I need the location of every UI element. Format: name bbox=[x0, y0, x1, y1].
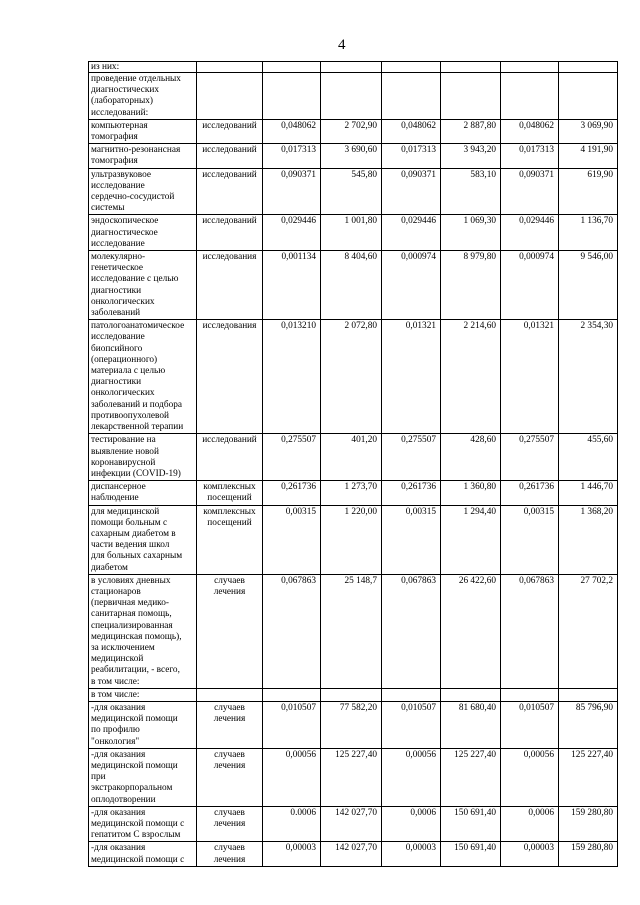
cell-unit: случаев лечения bbox=[197, 806, 263, 842]
table-row bbox=[89, 701, 618, 748]
cell-service-name: в условиях дневных стационаров (первичная медико- санитарная помощь, специализированная медицинская помощь), за исключением медицинской реабилитации, - всего, в том числе: bbox=[89, 574, 197, 688]
cell-cost bbox=[321, 688, 382, 701]
table-row bbox=[89, 73, 618, 120]
cell-volume: 0,017313 bbox=[501, 144, 559, 168]
cell-volume: 0,00003 bbox=[263, 842, 321, 866]
cell-service-name: магнитно-резонансная томография bbox=[89, 144, 197, 168]
cell-cost: 8 404,60 bbox=[321, 251, 382, 320]
table-row bbox=[89, 62, 618, 73]
cell-cost: 1 069,30 bbox=[441, 215, 501, 251]
cell-volume: 0,00003 bbox=[382, 842, 441, 866]
table-row bbox=[89, 842, 618, 866]
cell-cost: 2 702,90 bbox=[321, 119, 382, 143]
cell-cost: 2 354,30 bbox=[559, 320, 618, 434]
cell-cost: 27 702,2 bbox=[559, 574, 618, 688]
cell-volume bbox=[501, 62, 559, 73]
cell-cost: 583,10 bbox=[441, 168, 501, 215]
cell-service-name: диспансерное наблюдение bbox=[89, 481, 197, 505]
cell-service-name: -для оказания медицинской помощи с гепатитом С взрослым bbox=[89, 806, 197, 842]
cell-volume: 0,017313 bbox=[382, 144, 441, 168]
cell-volume: 0,275507 bbox=[263, 434, 321, 481]
cell-service-name: -для оказания медицинской помощи по профилю "онкология" bbox=[89, 701, 197, 748]
tariff-table bbox=[88, 61, 618, 867]
cell-cost bbox=[559, 73, 618, 120]
cell-volume: 0,00003 bbox=[501, 842, 559, 866]
cell-cost: 142 027,70 bbox=[321, 806, 382, 842]
cell-service-name: молекулярно- генетическое исследование с целью диагностики онкологических заболеваний bbox=[89, 251, 197, 320]
cell-volume: 0,090371 bbox=[263, 168, 321, 215]
cell-volume bbox=[382, 62, 441, 73]
cell-cost: 1 294,40 bbox=[441, 505, 501, 574]
table-row bbox=[89, 119, 618, 143]
table-row bbox=[89, 320, 618, 434]
cell-unit bbox=[197, 688, 263, 701]
cell-cost: 428,60 bbox=[441, 434, 501, 481]
cell-unit bbox=[197, 62, 263, 73]
table-row bbox=[89, 144, 618, 168]
cell-cost: 125 227,40 bbox=[559, 748, 618, 806]
cell-volume: 0,048062 bbox=[263, 119, 321, 143]
cell-service-name: -для оказания медицинской помощи при экстракорпоральном оплодотворении bbox=[89, 748, 197, 806]
cell-cost bbox=[559, 62, 618, 73]
cell-unit: исследований bbox=[197, 168, 263, 215]
cell-service-name: в том числе: bbox=[89, 688, 197, 701]
cell-cost: 1 368,20 bbox=[559, 505, 618, 574]
cell-volume: 0,00315 bbox=[501, 505, 559, 574]
cell-unit: комплексных посещений bbox=[197, 481, 263, 505]
cell-volume: 0,067863 bbox=[382, 574, 441, 688]
table-row bbox=[89, 215, 618, 251]
cell-volume bbox=[382, 73, 441, 120]
cell-cost bbox=[321, 62, 382, 73]
cell-cost: 1 446,70 bbox=[559, 481, 618, 505]
cell-volume: 0,0006 bbox=[382, 806, 441, 842]
table-row bbox=[89, 481, 618, 505]
cell-service-name: для медицинской помощи больным с сахарным диабетом в части ведения школ для больных сахарным диабетом bbox=[89, 505, 197, 574]
cell-unit: случаев лечения bbox=[197, 574, 263, 688]
cell-volume: 0.0006 bbox=[263, 806, 321, 842]
cell-volume: 0,00056 bbox=[382, 748, 441, 806]
cell-unit: случаев лечения bbox=[197, 701, 263, 748]
cell-volume bbox=[263, 73, 321, 120]
cell-unit: случаев лечения bbox=[197, 748, 263, 806]
cell-volume: 0,01321 bbox=[382, 320, 441, 434]
cell-volume: 0,01321 bbox=[501, 320, 559, 434]
cell-volume: 0,029446 bbox=[501, 215, 559, 251]
cell-service-name: тестирование на выявление новой коронавирусной инфекции (COVID-19) bbox=[89, 434, 197, 481]
cell-volume bbox=[263, 688, 321, 701]
cell-service-name: патологоанатомическое исследование биопсийного (операционного) материала с целью диагностики онкологических заболеваний и подбора противоопухолевой лекарственной терапии bbox=[89, 320, 197, 434]
table-row bbox=[89, 806, 618, 842]
cell-volume: 0,000974 bbox=[501, 251, 559, 320]
cell-volume: 0,0006 bbox=[501, 806, 559, 842]
cell-unit: исследований bbox=[197, 215, 263, 251]
cell-volume bbox=[263, 62, 321, 73]
cell-service-name: -для оказания медицинской помощи с bbox=[89, 842, 197, 866]
table-row bbox=[89, 505, 618, 574]
cell-service-name: ультразвуковое исследование сердечно-сосудистой системы bbox=[89, 168, 197, 215]
table-row bbox=[89, 434, 618, 481]
cell-cost bbox=[441, 73, 501, 120]
cell-volume: 0,275507 bbox=[501, 434, 559, 481]
table-row bbox=[89, 688, 618, 701]
cell-volume: 0,00056 bbox=[263, 748, 321, 806]
cell-volume: 0,010507 bbox=[382, 701, 441, 748]
cell-cost: 3 943,20 bbox=[441, 144, 501, 168]
cell-cost: 125 227,40 bbox=[441, 748, 501, 806]
cell-cost: 150 691,40 bbox=[441, 806, 501, 842]
cell-volume: 0,000974 bbox=[382, 251, 441, 320]
cell-cost bbox=[559, 688, 618, 701]
cell-unit bbox=[197, 73, 263, 120]
cell-cost: 4 191,90 bbox=[559, 144, 618, 168]
table-row bbox=[89, 574, 618, 688]
cell-cost: 2 214,60 bbox=[441, 320, 501, 434]
cell-volume: 0,048062 bbox=[501, 119, 559, 143]
cell-cost: 159 280,80 bbox=[559, 806, 618, 842]
cell-cost: 1 001,80 bbox=[321, 215, 382, 251]
cell-unit: исследований bbox=[197, 144, 263, 168]
cell-volume: 0,261736 bbox=[263, 481, 321, 505]
cell-volume: 0,261736 bbox=[382, 481, 441, 505]
cell-service-name: эндоскопическое диагностическое исследование bbox=[89, 215, 197, 251]
cell-volume: 0,261736 bbox=[501, 481, 559, 505]
table-body bbox=[89, 62, 618, 867]
cell-volume: 0,029446 bbox=[263, 215, 321, 251]
cell-volume bbox=[501, 688, 559, 701]
cell-volume: 0,00315 bbox=[263, 505, 321, 574]
cell-cost: 545,80 bbox=[321, 168, 382, 215]
cell-cost: 150 691,40 bbox=[441, 842, 501, 866]
table-row bbox=[89, 251, 618, 320]
cell-cost: 619,90 bbox=[559, 168, 618, 215]
cell-service-name: из них: bbox=[89, 62, 197, 73]
cell-volume: 0,090371 bbox=[382, 168, 441, 215]
cell-cost: 3 069,90 bbox=[559, 119, 618, 143]
cell-volume bbox=[501, 73, 559, 120]
cell-volume: 0,067863 bbox=[263, 574, 321, 688]
cell-cost: 159 280,80 bbox=[559, 842, 618, 866]
cell-cost: 77 582,20 bbox=[321, 701, 382, 748]
cell-cost bbox=[321, 73, 382, 120]
cell-cost: 2 072,80 bbox=[321, 320, 382, 434]
cell-service-name: проведение отдельных диагностических (лабораторных) исследований: bbox=[89, 73, 197, 120]
cell-cost: 142 027,70 bbox=[321, 842, 382, 866]
cell-unit: случаев лечения bbox=[197, 842, 263, 866]
cell-volume bbox=[382, 688, 441, 701]
cell-cost: 455,60 bbox=[559, 434, 618, 481]
cell-volume: 0,013210 bbox=[263, 320, 321, 434]
cell-volume: 0,029446 bbox=[382, 215, 441, 251]
cell-unit: комплексных посещений bbox=[197, 505, 263, 574]
cell-unit: исследования bbox=[197, 320, 263, 434]
cell-volume: 0,090371 bbox=[501, 168, 559, 215]
cell-volume: 0,275507 bbox=[382, 434, 441, 481]
cell-cost: 8 979,80 bbox=[441, 251, 501, 320]
cell-cost: 81 680,40 bbox=[441, 701, 501, 748]
table-row bbox=[89, 748, 618, 806]
cell-volume: 0,010507 bbox=[501, 701, 559, 748]
cell-volume: 0,00056 bbox=[501, 748, 559, 806]
cell-unit: исследований bbox=[197, 434, 263, 481]
cell-unit: исследования bbox=[197, 251, 263, 320]
cell-cost: 401,20 bbox=[321, 434, 382, 481]
cell-volume: 0,048062 bbox=[382, 119, 441, 143]
cell-cost: 2 887,80 bbox=[441, 119, 501, 143]
cell-service-name: компьютерная томография bbox=[89, 119, 197, 143]
cell-volume: 0,010507 bbox=[263, 701, 321, 748]
cell-volume: 0,001134 bbox=[263, 251, 321, 320]
table-row bbox=[89, 168, 618, 215]
cell-cost: 1 273,70 bbox=[321, 481, 382, 505]
cell-cost: 9 546,00 bbox=[559, 251, 618, 320]
cell-cost bbox=[441, 62, 501, 73]
cell-volume: 0,00315 bbox=[382, 505, 441, 574]
cell-cost: 26 422,60 bbox=[441, 574, 501, 688]
cell-cost: 1 220,00 bbox=[321, 505, 382, 574]
page-number: 4 bbox=[338, 37, 346, 53]
cell-cost: 25 148,7 bbox=[321, 574, 382, 688]
cell-cost: 3 690,60 bbox=[321, 144, 382, 168]
cell-cost: 125 227,40 bbox=[321, 748, 382, 806]
cell-unit: исследований bbox=[197, 119, 263, 143]
cell-volume: 0,017313 bbox=[263, 144, 321, 168]
cell-volume: 0,067863 bbox=[501, 574, 559, 688]
cell-cost bbox=[441, 688, 501, 701]
cell-cost: 85 796,90 bbox=[559, 701, 618, 748]
cell-cost: 1 136,70 bbox=[559, 215, 618, 251]
cell-cost: 1 360,80 bbox=[441, 481, 501, 505]
